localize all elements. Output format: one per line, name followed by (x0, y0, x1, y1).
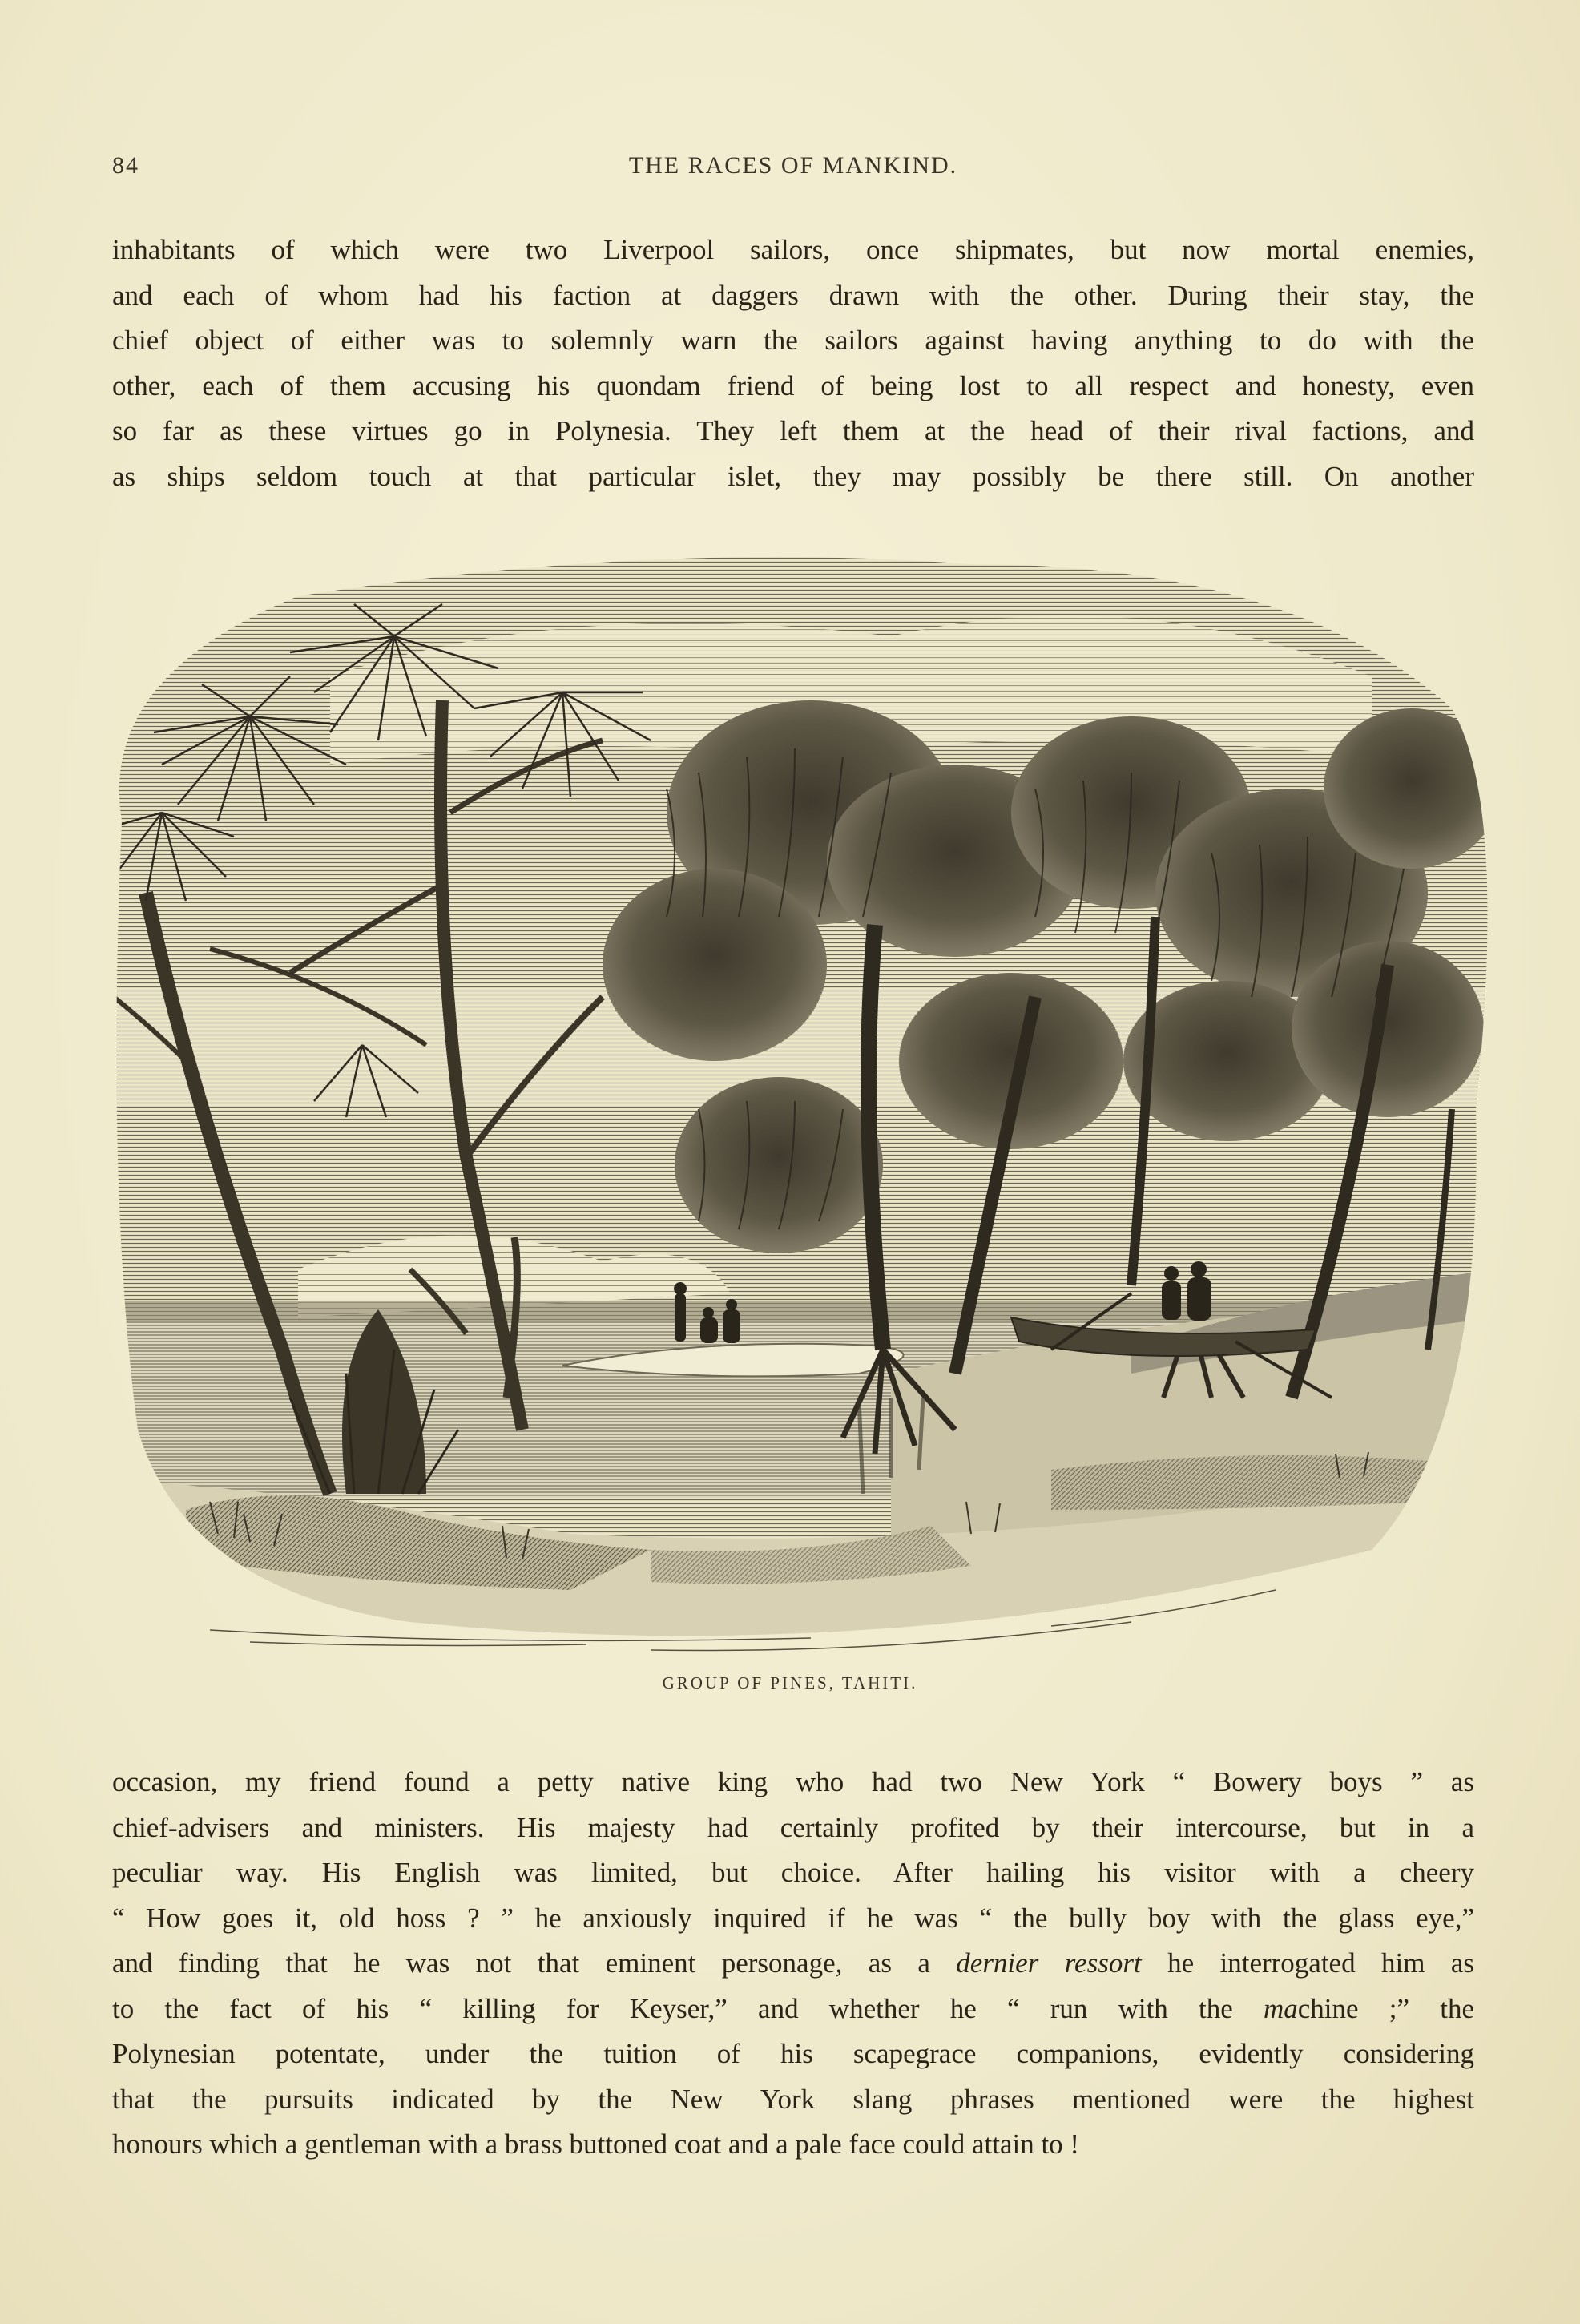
bottom-paragraph (112, 1760, 1474, 2168)
text-line (112, 1987, 1474, 2032)
text-line: “ How goes it, old hoss ? ” he anxiously inquired if he was “ the bully boy with the glass eye,” (112, 1902, 1474, 1934)
text-line: chief object of either was to solemnly warn the sailors against having anything to do with the (112, 325, 1474, 356)
text-fragment: he interrogated him as (1141, 1947, 1474, 1979)
top-paragraph (112, 228, 1474, 499)
text-line: peculiar way. His English was limited, but choice. After hailing his visitor with a cheery (112, 1857, 1474, 1888)
text-line: that the pursuits indicated by the New York slang phrases mentioned were the highest (112, 2083, 1474, 2115)
figure-caption: GROUP OF PINES, TAHITI. (662, 1673, 918, 1693)
text-line: chief-advisers and ministers. His majesty had certainly profited by their intercourse, but in a (112, 1811, 1474, 1843)
text-line: Polynesian potentate, under the tuition of his scapegrace companions, evidently considering (112, 2038, 1474, 2069)
text-fragment: to the fact of his “ killing for Keyser,” and whether he “ run with the (112, 1992, 1264, 2024)
text-line: occasion, my friend found a petty native king who had two New York “ Bowery boys ” as (112, 1766, 1474, 1797)
page-number: 84 (112, 152, 139, 179)
italic-phrase: dernier ressort (956, 1947, 1142, 1979)
engraving-svg (90, 548, 1500, 1662)
text-fragment: and finding that he was not that eminent personage, as a (112, 1947, 957, 1979)
text-line: honours which a gentleman with a brass buttoned coat and a pale face could attain to ! (112, 2128, 1080, 2160)
text-fragment: chine ;” the (1297, 1992, 1474, 2024)
text-line: other, each of them accusing his quondam friend of being lost to all respect and honesty, even (112, 369, 1474, 401)
text-line: as ships seldom touch at that particular islet, they may possibly be there still. On another (112, 460, 1474, 492)
text-line: so far as these virtues go in Polynesia. They left them at the head of their rival factions, and (112, 415, 1474, 446)
text-line (112, 1941, 1474, 1987)
running-head (112, 152, 1474, 188)
engraving-illustration (90, 548, 1500, 1662)
text-line: inhabitants of which were two Liverpool sailors, once shipmates, but now mortal enemies, (112, 234, 1474, 265)
italic-phrase: ma (1263, 1992, 1298, 2024)
running-title: THE RACES OF MANKIND. (628, 152, 958, 179)
text-line: and each of whom had his faction at daggers drawn with the other. During their stay, the (112, 279, 1474, 311)
